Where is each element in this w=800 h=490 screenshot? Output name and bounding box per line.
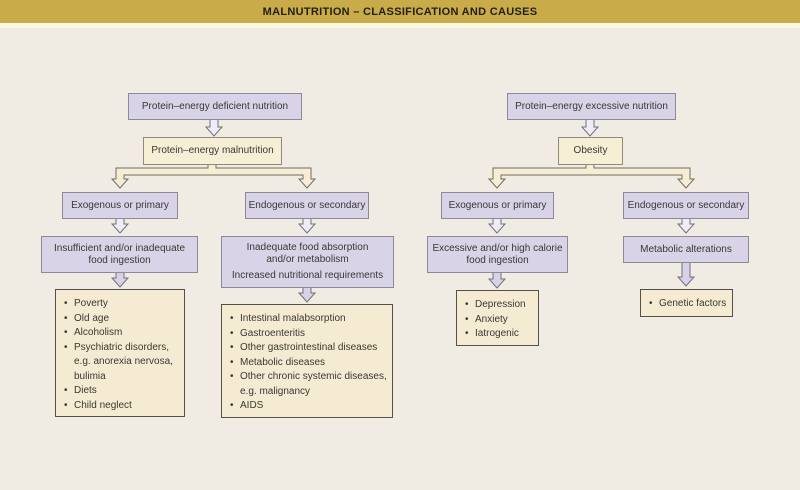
- left-primary-causes-list: [55, 289, 185, 417]
- down-arrow-icon: [299, 287, 315, 302]
- bullet-list: [649, 297, 729, 312]
- bullet-list: [230, 312, 389, 414]
- list-item: • Depression: [465, 298, 535, 313]
- down-arrow-icon: [299, 218, 315, 233]
- branch-connector-left: [112, 164, 315, 188]
- cause-line: Increased nutritional requirements: [231, 270, 384, 281]
- right-primary-box: [441, 192, 554, 219]
- right-primary-label: Exogenous or primary: [448, 199, 547, 211]
- list-item: • Psychiatric disorders, e.g. anorexia nervosa, bulimia: [64, 341, 181, 385]
- list-item: • Child neglect: [64, 399, 181, 414]
- down-arrow-icon: [206, 119, 222, 136]
- list-item: • Other chronic systemic diseases, e.g. malignancy: [230, 370, 389, 399]
- left-root-box: [128, 93, 302, 120]
- list-item: • Poverty: [64, 297, 181, 312]
- cause-line: food ingestion: [88, 254, 151, 266]
- cause-line: Excessive and/or high calorie: [432, 242, 563, 254]
- down-arrow-icon: [489, 218, 505, 233]
- left-primary-cause-box: [41, 236, 198, 273]
- right-secondary-causes-list: [640, 289, 733, 317]
- list-item: • Metabolic diseases: [230, 356, 389, 371]
- left-secondary-box: [245, 192, 369, 219]
- list-item: • Alcoholism: [64, 326, 181, 341]
- list-item: • Intestinal malabsorption: [230, 312, 389, 327]
- left-stage-label: Protein–energy malnutrition: [151, 145, 274, 156]
- list-item: • Gastroenteritis: [230, 327, 389, 342]
- right-secondary-label: Endogenous or secondary: [627, 199, 745, 211]
- down-arrow-icon: [489, 272, 505, 288]
- right-root-box: [507, 93, 676, 120]
- list-item: • Genetic factors: [649, 297, 729, 312]
- left-primary-box: [62, 192, 178, 219]
- down-arrow-icon: [112, 218, 128, 233]
- right-root-label: Protein–energy excessive nutrition: [515, 100, 668, 112]
- list-item: • Diets: [64, 384, 181, 399]
- list-item: • Iatrogenic: [465, 327, 535, 342]
- list-item: • Old age: [64, 312, 181, 327]
- list-item: • AIDS: [230, 399, 389, 414]
- right-secondary-cause-box: [623, 236, 749, 263]
- down-arrow-icon: [112, 272, 128, 287]
- right-primary-cause-box: [427, 236, 568, 273]
- left-secondary-label: Endogenous or secondary: [248, 199, 366, 211]
- list-item: • Anxiety: [465, 313, 535, 328]
- down-arrow-icon: [678, 218, 694, 233]
- down-arrow-icon: [678, 262, 694, 286]
- cause-line: Metabolic alterations: [640, 243, 732, 255]
- cause-line: food ingestion: [466, 254, 529, 266]
- down-arrow-icon: [582, 119, 598, 136]
- list-item: • Other gastrointestinal diseases: [230, 341, 389, 356]
- left-root-label: Protein–energy deficient nutrition: [141, 100, 289, 112]
- right-stage-box: [558, 137, 623, 165]
- right-primary-causes-list: [456, 290, 539, 346]
- bullet-list: [465, 298, 535, 342]
- left-secondary-cause-box: [221, 236, 394, 288]
- cause-line: Insufficient and/or inadequate: [53, 242, 186, 254]
- cause-line: and/or metabolism: [266, 254, 349, 265]
- branch-connector-right: [489, 164, 694, 188]
- right-secondary-box: [623, 192, 749, 219]
- page-title: MALNUTRITION – CLASSIFICATION AND CAUSES: [0, 0, 800, 23]
- left-primary-label: Exogenous or primary: [71, 199, 169, 211]
- left-secondary-causes-list: [221, 304, 393, 418]
- left-stage-box: [143, 137, 282, 165]
- bullet-list: [64, 297, 181, 413]
- right-stage-label: Obesity: [573, 145, 608, 156]
- cause-line: Inadequate food absorption: [246, 242, 369, 253]
